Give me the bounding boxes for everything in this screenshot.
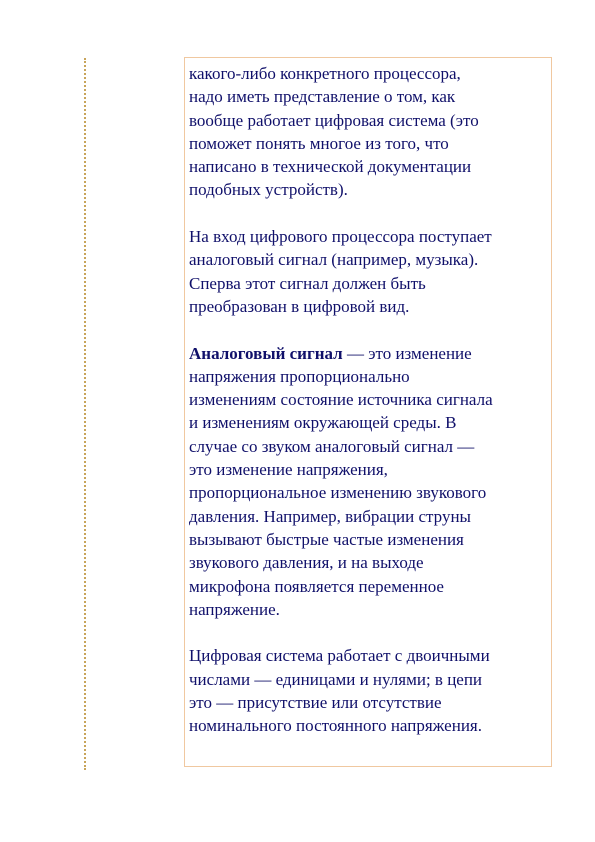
text-line: подобных устройств). (189, 180, 348, 200)
text-line: напряжение. (189, 599, 280, 619)
text-line: и изменениям окружающей среды. В (189, 413, 457, 433)
text-line: написано в технической документации (189, 157, 472, 177)
text-line: какого-либо конкретного процессора, (189, 64, 461, 83)
text-line: вызывают быстрые частые изменения (189, 529, 464, 549)
paragraph-intro (189, 62, 551, 202)
text-line: случае со звуком аналоговый сигнал — (189, 436, 475, 456)
text-line: Сперва этот сигнал должен быть (189, 273, 426, 293)
text-line: номинального постоянного напряжения. (189, 716, 482, 736)
text-line: Цифровая система работает с двоичными (189, 646, 490, 666)
paragraph-input (189, 225, 551, 318)
text-line: преобразован в цифровой вид. (189, 296, 410, 316)
text-line: надо иметь представление о том, как (189, 87, 456, 107)
text-line: это — присутствие или отсутствие (189, 693, 442, 713)
text-line: звукового давления, и на выходе (189, 553, 424, 573)
text-line: микрофона появляется переменное (189, 576, 444, 596)
term-analog-signal: Аналоговый сигнал (189, 343, 343, 363)
text-line: давления. Например, вибрации струны (189, 506, 471, 526)
text-line: пропорциональное изменению звукового (189, 483, 487, 503)
text-line: числами — единицами и нулями; в цепи (189, 669, 483, 689)
text-line: поможет понять многое из того, что (189, 133, 449, 153)
paragraph-analog-signal (189, 342, 551, 622)
text-line: На вход цифрового процессора поступает (189, 227, 492, 247)
text-line: это изменение напряжения, (189, 460, 388, 480)
text-line: напряжения пропорционально (189, 366, 410, 386)
text-line: аналоговый сигнал (например, музыка). (189, 250, 479, 270)
text-line: вообще работает цифровая система (это (189, 110, 479, 130)
paragraph-digital-system (189, 644, 551, 737)
text-line-with-term (189, 342, 551, 365)
term-definition-start: — это изменение (342, 343, 472, 363)
margin-rule (84, 58, 86, 770)
text-line: изменениям состояние источника сигнала (189, 390, 493, 410)
text-frame (184, 57, 552, 767)
